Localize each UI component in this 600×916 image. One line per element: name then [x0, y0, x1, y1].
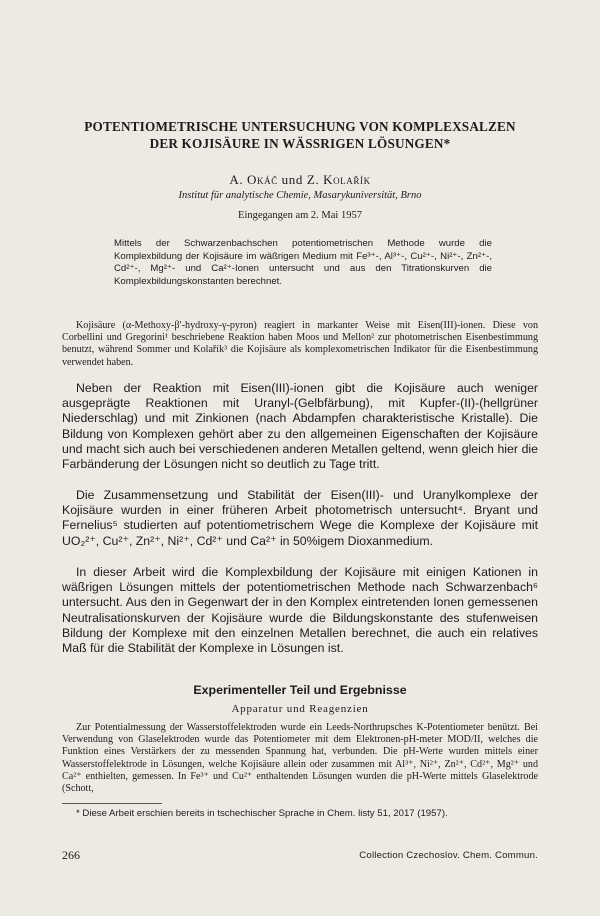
- authors: [60, 172, 540, 188]
- journal-name: Collection Czechoslov. Chem. Commun.: [359, 850, 538, 861]
- page-number: 266: [62, 848, 80, 862]
- footnote: * Diese Arbeit erschien bereits in tschechischer Sprache in Chem. listy 51, 2017 (1957).: [76, 808, 448, 819]
- author-2-name: Kolařík: [323, 172, 371, 187]
- body-paragraph-1: Neben der Reaktion mit Eisen(III)-ionen gibt die Kojisäure auch weniger ausgeprägte Reaktionen mit Uranyl-(Gelbfärbung), mit Kupfer-(II)-(hellgrüner Niederschlag) und mit Zinkionen (nach Abdampfen charakteristische Kristalle). Die Bildung von Komplexen gehört aber zu den allgemeinen Eigenschaften der Kojisäure und macht sich auch bei verschiedenen anderen Metallen geltend, wenn gleich hier die Farbänderung der Lösungen nicht so deutlich zu Tage tritt.: [62, 381, 538, 472]
- title-line-2: DER KOJISÄURE IN WÄSSRIGEN LÖSUNGEN*: [149, 136, 451, 151]
- intro-paragraph: Kojisäure (α-Methoxy-β′-hydroxy-γ-pyron) reagiert in markanter Weise mit Eisen(III)-ionen. Diese von Corbellini und Gregorini¹ beschriebene Reaktion haben Moos und Mellon² zur photometrischen Eisenbestimmung benutzt, während Sommer und Kolařík³ die Kojisäure als komplexometrischen Indikator für die Eisenbestimmung verwendet haben.: [62, 320, 538, 368]
- title-line-1: POTENTIOMETRISCHE UNTERSUCHUNG VON KOMPLEXSALZEN: [84, 119, 516, 134]
- footnote-rule: [62, 803, 162, 804]
- section-heading: Experimenteller Teil und Ergebnisse: [193, 683, 407, 697]
- experimental-paragraph: Zur Potentialmessung der Wasserstoffelektroden wurde ein Leeds-Northrupsches K-Potentiometer benützt. Bei Verwendung von Glaselektroden wurde das Potentiometer mit dem Elektronen-pH-meter MOD/II, welches die Funktion eines Verstärkers der zu messenden Spannung hat, verbunden. Die pH-Werte wurden mittels einer Wasserstoffelektrode in Lösungen, welche Kojisäure allein oder zusammen mit Al³⁺, Ni²⁺, Zn²⁺, Cd²⁺, Mg²⁺ und Ca²⁺ enthielten, gemessen. In Fe³⁺ und Cu²⁺ enthaltenden Lösungen wurden die pH-Werte mittels Glaselektrode (Schott,: [62, 722, 538, 795]
- subsection-heading: Apparatur und Reagenzien: [231, 703, 369, 715]
- body-paragraph-2: Die Zusammensetzung und Stabilität der Eisen(III)- und Uranylkomplexe der Kojisäure wurden in einer früheren Arbeit photometrisch untersucht⁴. Bryant und Fernelius⁵ studierten auf potentiometrischem Wege die Komplexe der Kojisäure mit UO₂²⁺, Cu²⁺, Zn²⁺, Ni²⁺, Cd²⁺ und Ca²⁺ in 50%igem Dioxanmedium.: [62, 488, 538, 548]
- authors-connector: und Z.: [277, 172, 324, 187]
- author-1-initial: A.: [229, 172, 248, 187]
- received-date: Eingegangen am 2. Mai 1957: [238, 210, 362, 221]
- body-paragraph-3: In dieser Arbeit wird die Komplexbildung der Kojisäure mit einigen Kationen in wäßrigen Lösungen mittels der potentiometrischen Methode nach Schwarzenbach⁶ untersucht. Aus den in Gegenwart der in den Komplex eintretenden Ionen gemessenen Neutralisationskurven der Kojisäure wurde die Bildungskonstante des stufenweisen Bildung der Komplexe mit den einzelnen Metallen berechnet, die auch ein relatives Maß für die Stabilität der Komplexe in Lösungen ist.: [62, 565, 538, 656]
- author-1-name: Okáč: [247, 172, 278, 187]
- abstract: Mittels der Schwarzenbachschen potentiometrischen Methode wurde die Komplexbildung der Kojisäure im wäßrigen Medium mit Fe³⁺-, Al³⁺-, Cu²⁺-, Ni²⁺-, Zn²⁺-, Cd²⁺-, Mg²⁺- und Ca²⁺-Ionen untersucht und aus den Titrationskurven die Komplexbildungskonstanten berechnet.: [114, 238, 492, 287]
- article-title: [60, 118, 540, 152]
- institute: Institut für analytische Chemie, Masarykuniversität, Brno: [178, 190, 422, 201]
